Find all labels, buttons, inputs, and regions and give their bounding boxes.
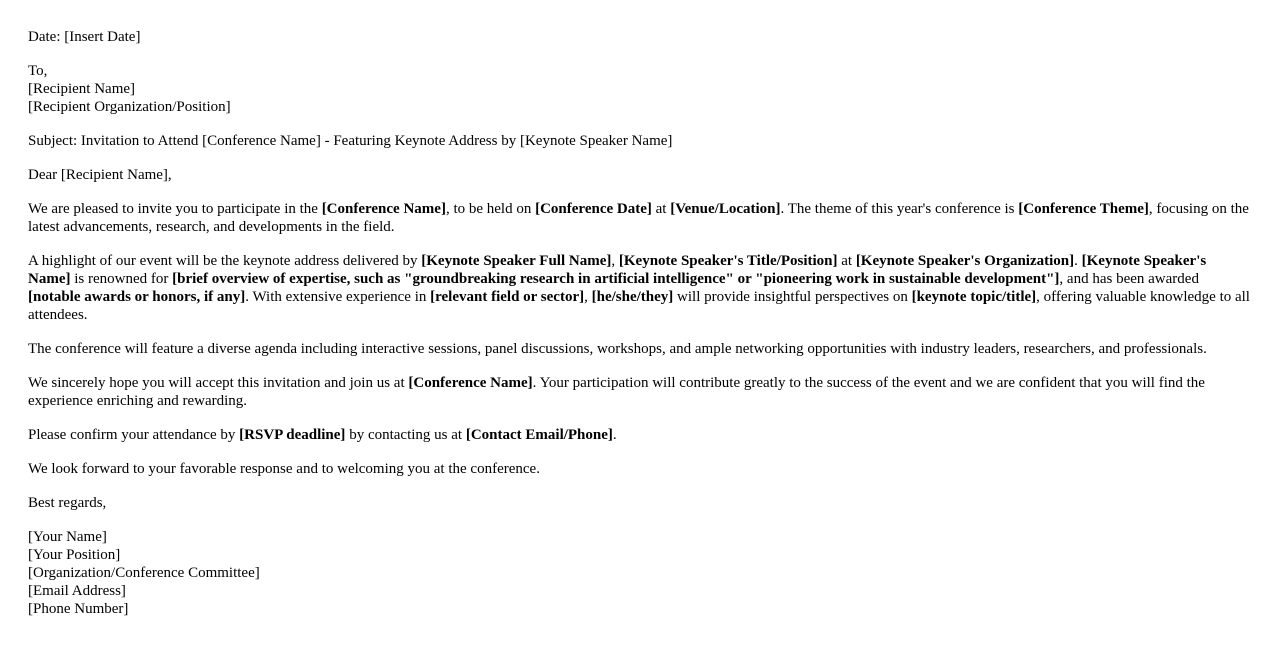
- recipient-name: [Recipient Name]: [28, 81, 136, 97]
- placeholder-field: [relevant field or sector]: [430, 289, 585, 305]
- letter-date: Date: [Insert Date]: [28, 29, 141, 45]
- placeholder-awards: [notable awards or honors, if any]: [28, 289, 246, 305]
- placeholder-conference-theme: [Conference Theme]: [1018, 201, 1149, 217]
- to-label: To,: [28, 63, 48, 79]
- signature-organization: [Organization/Conference Committee]: [28, 565, 260, 581]
- subject-line: Subject: Invitation to Attend [Conference Name] - Featuring Keynote Address by [Keynote Speaker Name]: [28, 133, 673, 149]
- signature-block: [28, 528, 1250, 618]
- paragraph-invitation: We are pleased to invite you to participate in the [Conference Name], to be held on [Conference Date] at [Venue/Location]. The theme of this year's conference is [Conference Theme], focusing on the latest advancements, research, and developments in the field.: [28, 201, 1249, 235]
- placeholder-contact: [Contact Email/Phone]: [465, 427, 613, 443]
- placeholder-conference-name-2: [Conference Name]: [408, 375, 533, 391]
- closing: Best regards,: [28, 495, 107, 511]
- placeholder-speaker-title: [Keynote Speaker's Title/Position]: [618, 253, 838, 269]
- paragraph-keynote: A highlight of our event will be the keynote address delivered by [Keynote Speaker Full Name], [Keynote Speaker's Title/Position] at [Keynote Speaker's Organization]. [Keynote Speaker's Name] is renowned for [brief overview of expertise, such as "groundbreaking research in artificial intelligence" or "pioneering work in sustainable development"], and has been awarded [notable awards or honors, if any]. With extensive experience in [relevant field or sector], [he/she/they] will provide insightful perspectives on [keynote topic/title], offering valuable knowledge to all attendees.: [28, 253, 1250, 323]
- placeholder-pronoun: [he/she/they]: [591, 289, 674, 305]
- placeholder-speaker-organization: [Keynote Speaker's Organization]: [855, 253, 1075, 269]
- paragraph-hope: We sincerely hope you will accept this invitation and join us at [Conference Name]. Your participation will contribute greatly to the success of the event and we are confident that you will find the experience enriching and rewarding.: [28, 375, 1205, 409]
- salutation: Dear [Recipient Name],: [28, 167, 172, 183]
- recipient-organization: [Recipient Organization/Position]: [28, 99, 231, 115]
- signature-email: [Email Address]: [28, 583, 126, 599]
- paragraph-closing-note: We look forward to your favorable response and to welcoming you at the conference.: [28, 461, 540, 477]
- placeholder-venue: [Venue/Location]: [670, 201, 781, 217]
- recipient-block: [28, 62, 1250, 116]
- placeholder-rsvp-deadline: [RSVP deadline]: [239, 427, 346, 443]
- paragraph-rsvp: Please confirm your attendance by [RSVP deadline] by contacting us at [Contact Email/Phone].: [28, 427, 617, 443]
- signature-phone: [Phone Number]: [28, 601, 129, 617]
- paragraph-agenda: The conference will feature a diverse agenda including interactive sessions, panel discussions, workshops, and ample networking opportunities with industry leaders, researchers, and professionals.: [28, 341, 1207, 357]
- placeholder-expertise: [brief overview of expertise, such as "groundbreaking research in artificial intelligence" or "pioneering work in sustainable development"]: [172, 271, 1060, 287]
- placeholder-conference-name: [Conference Name]: [321, 201, 446, 217]
- placeholder-keynote-topic: [keynote topic/title]: [911, 289, 1037, 305]
- placeholder-speaker-name: [Keynote Speaker's Name]: [28, 253, 1207, 287]
- signature-position: [Your Position]: [28, 547, 121, 563]
- placeholder-speaker-full-name: [Keynote Speaker Full Name]: [421, 253, 612, 269]
- placeholder-conference-date: [Conference Date]: [535, 201, 652, 217]
- signature-name: [Your Name]: [28, 529, 107, 545]
